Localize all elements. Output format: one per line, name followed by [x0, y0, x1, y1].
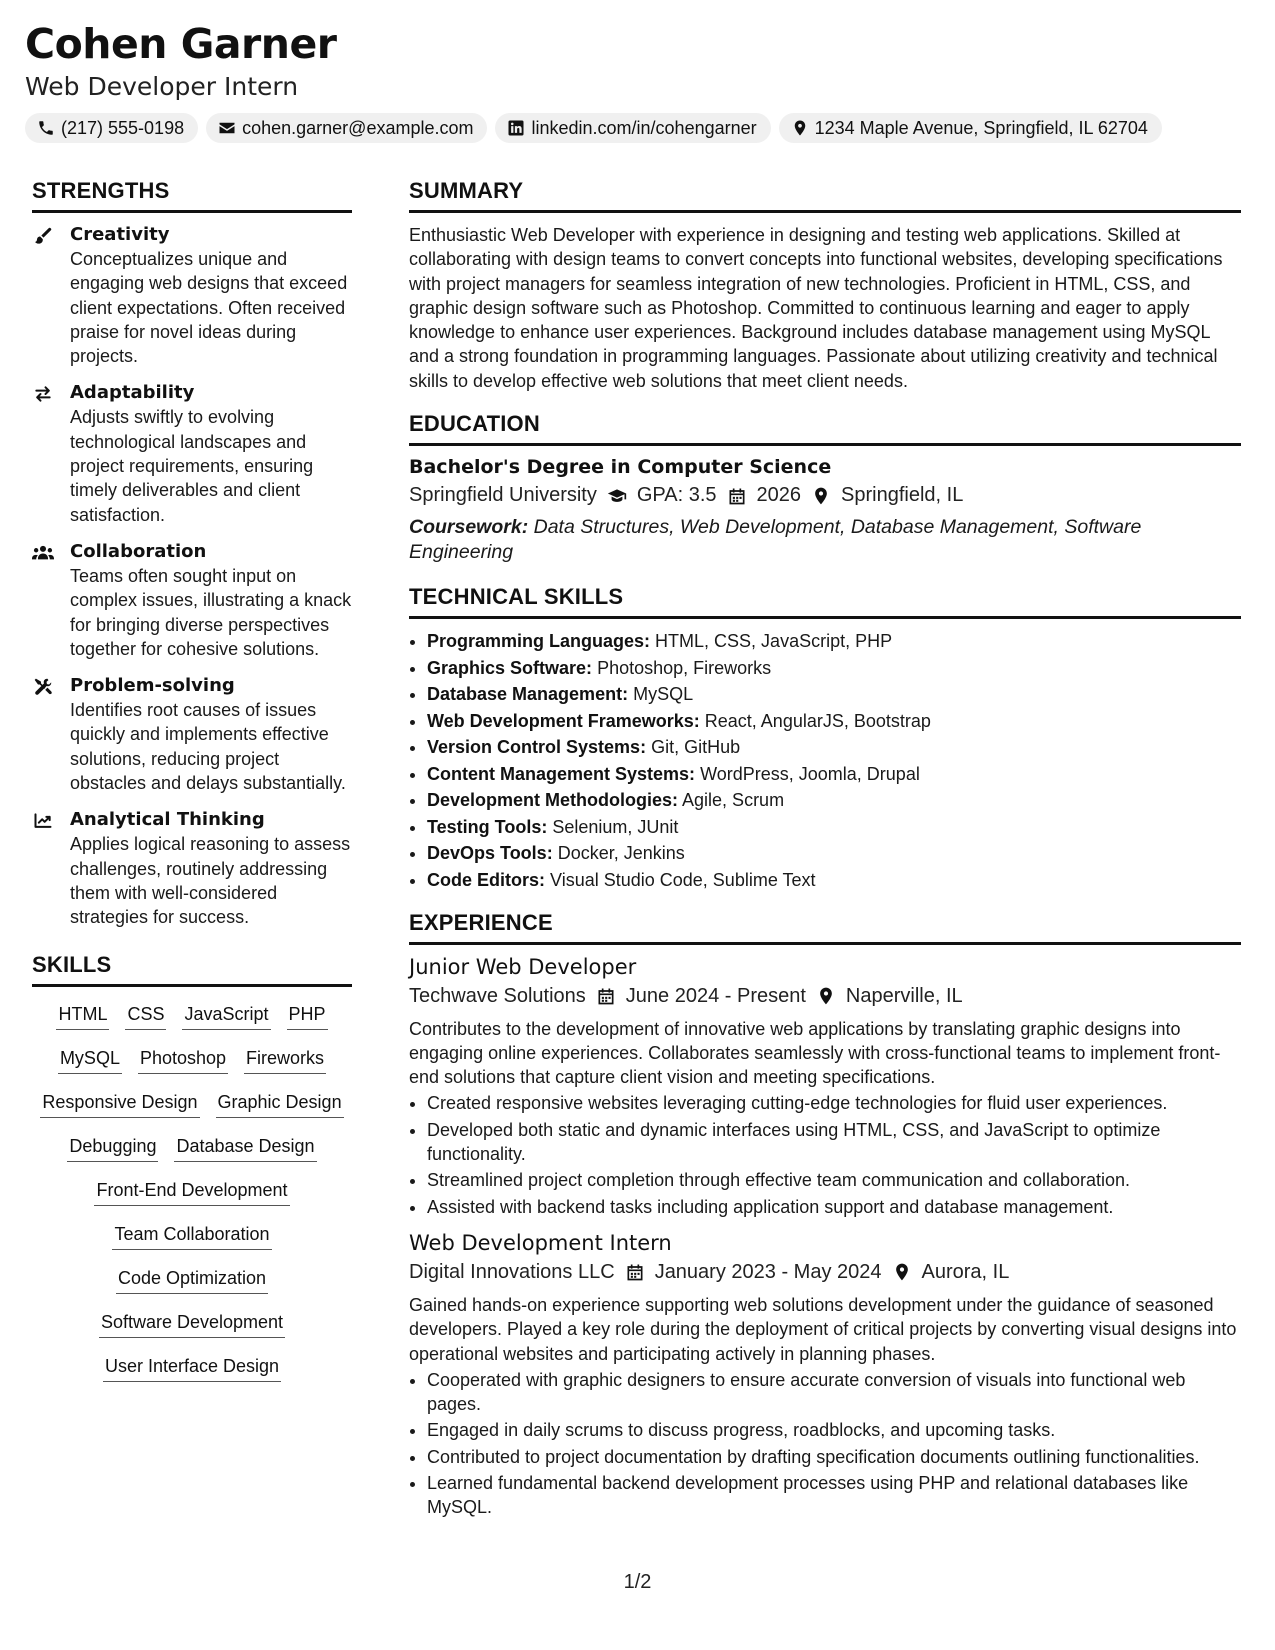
- experience-entry: [409, 955, 1241, 1219]
- strength-item: [32, 223, 352, 368]
- summary-text: Enthusiastic Web Developer with experience in designing and testing web applications. Skilled at collaborating with design teams to convert concepts into functional websites, developing specifications with project managers for seamless integration of new technologies. Proficient in HTML, CSS, and graphic design software such as Photoshop. Committed to continuous learning and eager to apply knowledge to enhance user experiences. Background includes database management using MySQL and a strong foundation in programming languages. Passionate about utilizing creativity and technical skills to develop effective web solutions that meet client needs.: [409, 225, 1223, 391]
- list-item: [427, 656, 1241, 680]
- strength-desc: Teams often sought input on complex issues, illustrating a knack for bringing diverse perspectives together for cohesive solutions.: [70, 565, 352, 659]
- contact-address: [779, 113, 1162, 143]
- job-company: Digital Innovations LLC: [409, 1260, 615, 1283]
- skill-category: DevOps Tools:: [427, 843, 553, 864]
- skill-category: Content Management Systems:: [427, 763, 696, 784]
- skill-tag: Fireworks: [244, 1047, 326, 1074]
- strength-title: Adaptability: [70, 382, 195, 404]
- map-pin-icon: [791, 119, 809, 137]
- users-icon: [32, 543, 54, 563]
- job-title: Web Development Intern: [409, 1230, 672, 1255]
- chart-line-icon: [32, 811, 54, 831]
- strength-title: Creativity: [70, 224, 170, 245]
- strength-item: [32, 808, 352, 929]
- job-location: Aurora, IL: [921, 1260, 1010, 1283]
- skill-tag: Database Design: [174, 1135, 316, 1162]
- job-dates: January 2023 - May 2024: [654, 1260, 882, 1283]
- skill-tag: Graphic Design: [216, 1091, 344, 1118]
- skill-tag: Responsive Design: [40, 1091, 199, 1118]
- skills-heading: SKILLS: [32, 952, 352, 987]
- strength-desc: Identifies root causes of issues quickly and implements effective solutions, reducing project obstacles and delays substantially.: [70, 700, 346, 794]
- strength-title: Analytical Thinking: [70, 809, 265, 831]
- technical-skills-heading: TECHNICAL SKILLS: [409, 584, 1241, 619]
- technical-skills-list: [409, 629, 1241, 892]
- candidate-name: Cohen Garner: [25, 20, 337, 68]
- skill-values: Git, GitHub: [651, 737, 741, 758]
- summary-heading: SUMMARY: [409, 178, 1241, 213]
- skill-category: Version Control Systems:: [427, 737, 647, 758]
- education-heading: EDUCATION: [409, 411, 1241, 446]
- skill-tag: CSS: [125, 1003, 166, 1030]
- list-item: • Cooperated with graphic designers to ensure accurate conversion of visuals into functional web pages.: [427, 1368, 1241, 1416]
- skill-values: WordPress, Joomla, Drupal: [700, 763, 920, 784]
- experience-heading: EXPERIENCE: [409, 910, 1241, 945]
- skill-values: MySQL: [633, 684, 694, 705]
- list-item: [427, 629, 1241, 653]
- skill-category: Database Management:: [427, 684, 629, 705]
- coursework-label: Coursework:: [409, 516, 529, 539]
- coursework-text: Data Structures, Web Development, Database Management, Software Engineering: [409, 516, 1142, 563]
- calendar-icon: [625, 1262, 645, 1282]
- education-coursework: [409, 515, 1241, 564]
- arrows-exchange-icon: [32, 384, 54, 404]
- skill-category: Programming Languages:: [427, 631, 651, 652]
- candidate-role: Web Developer Intern: [25, 72, 299, 101]
- job-description: Contributes to the development of innovative web applications by translating graphic designs into engaging online experiences. Collaborates seamlessly with cross-functional teams to implement front-end solutions that capture client vision and meeting specifications.: [409, 1018, 1221, 1088]
- tools-icon: [32, 677, 54, 697]
- strength-item: [32, 540, 352, 661]
- job-meta: [409, 985, 1241, 1008]
- calendar-icon: [596, 986, 616, 1006]
- skill-values: Agile, Scrum: [682, 790, 785, 811]
- skill-values: Visual Studio Code, Sublime Text: [550, 869, 816, 890]
- list-item: [427, 841, 1241, 865]
- strengths-heading: STRENGTHS: [32, 178, 352, 213]
- job-location: Naperville, IL: [845, 984, 963, 1007]
- list-item: [427, 682, 1241, 706]
- skill-tag: Front-End Development: [94, 1179, 289, 1206]
- contact-email-text: cohen.garner@example.com: [242, 117, 474, 138]
- job-company: Techwave Solutions: [409, 984, 586, 1007]
- skill-values: HTML, CSS, JavaScript, PHP: [655, 631, 893, 652]
- list-item: • Contributed to project documentation by drafting specification documents outlining functionalities.: [427, 1445, 1241, 1469]
- job-bullets: [409, 1091, 1241, 1219]
- right-column: [409, 178, 1241, 1531]
- skill-tag: HTML: [56, 1003, 109, 1030]
- contact-linkedin-text: linkedin.com/in/cohengarner: [531, 117, 757, 138]
- list-item: • Developed both static and dynamic interfaces using HTML, CSS, and JavaScript to optimize functionality.: [427, 1118, 1241, 1166]
- strength-item: [32, 381, 352, 526]
- skill-tag: Photoshop: [138, 1047, 228, 1074]
- list-item: [427, 868, 1241, 892]
- contact-phone-text: (217) 555-0198: [61, 117, 185, 138]
- education-gpa: GPA: 3.5: [636, 484, 717, 507]
- left-column: [32, 178, 352, 1382]
- calendar-icon: [727, 486, 747, 506]
- list-item: [427, 762, 1241, 786]
- strength-desc: Adjusts swiftly to evolving technological landscapes and project requirements, ensuring timely deliverables and client satisfaction.: [70, 407, 314, 525]
- map-pin-icon: [892, 1262, 912, 1282]
- linkedin-icon: [507, 119, 525, 137]
- skill-category: Testing Tools:: [427, 816, 548, 837]
- job-description: Gained hands-on experience supporting web solutions development under the guidance of seasoned developers. Played a key role during the deployment of critical projects by converting visual designs into operational websites and participating actively in planning phases.: [409, 1294, 1237, 1364]
- skill-tag: Code Optimization: [116, 1267, 268, 1294]
- list-item: • Engaged in daily scrums to discuss progress, roadblocks, and upcoming tasks.: [427, 1418, 1241, 1442]
- strength-desc: Conceptualizes unique and engaging web designs that exceed client expectations. Often received praise for novel ideas during projects.: [70, 249, 348, 367]
- skill-category: Development Methodologies:: [427, 790, 679, 811]
- map-pin-icon: [816, 986, 836, 1006]
- list-item: [427, 788, 1241, 812]
- page-number: 1/2: [623, 1571, 652, 1593]
- phone-icon: [37, 119, 55, 137]
- skill-category: Graphics Software:: [427, 657, 593, 678]
- skill-tag: MySQL: [58, 1047, 122, 1074]
- map-pin-icon: [811, 486, 831, 506]
- skill-tag: JavaScript: [182, 1003, 270, 1030]
- contact-linkedin[interactable]: [495, 113, 770, 143]
- skill-tag: PHP: [287, 1003, 328, 1030]
- skill-tag: User Interface Design: [103, 1355, 281, 1382]
- education-degree: Bachelor's Degree in Computer Science: [409, 456, 832, 479]
- list-item: [427, 815, 1241, 839]
- skill-tag: Team Collaboration: [112, 1223, 271, 1250]
- education-location: Springfield, IL: [841, 484, 964, 507]
- education-year: 2026: [756, 484, 802, 507]
- strength-title: Collaboration: [70, 540, 207, 562]
- list-item: [427, 709, 1241, 733]
- education-school: Springfield University: [409, 484, 597, 507]
- skill-tag: Debugging: [67, 1135, 158, 1162]
- contact-address-text: 1234 Maple Avenue, Springfield, IL 62704: [814, 117, 1148, 138]
- contact-bar: [25, 113, 1162, 143]
- graduation-cap-icon: [607, 486, 627, 506]
- experience-entry: [409, 1231, 1241, 1519]
- list-item: • Learned fundamental backend development processes using PHP and relational databases like MySQL.: [427, 1471, 1241, 1519]
- strength-title: Problem-solving: [70, 675, 235, 697]
- skill-values: Photoshop, Fireworks: [597, 657, 772, 678]
- skill-tag: Software Development: [99, 1311, 285, 1338]
- strength-desc: Applies logical reasoning to assess challenges, routinely addressing them with well-considered strategies for success.: [70, 834, 351, 928]
- job-title: Junior Web Developer: [409, 954, 637, 979]
- list-item: [427, 735, 1241, 759]
- list-item: • Created responsive websites leveraging cutting-edge technologies for fluid user experiences.: [427, 1091, 1241, 1115]
- contact-email[interactable]: [206, 113, 487, 143]
- skill-values: Docker, Jenkins: [557, 843, 685, 864]
- contact-phone[interactable]: [25, 113, 198, 143]
- list-item: • Assisted with backend tasks including application support and database management.: [427, 1195, 1241, 1219]
- education-meta: [409, 484, 1241, 507]
- job-dates: June 2024 - Present: [625, 984, 806, 1007]
- skill-values: React, AngularJS, Bootstrap: [704, 710, 931, 731]
- job-bullets: [409, 1368, 1241, 1520]
- strength-item: [32, 674, 352, 795]
- envelope-icon: [218, 119, 236, 137]
- paintbrush-icon: [32, 226, 54, 246]
- skill-category: Web Development Frameworks:: [427, 710, 700, 731]
- skills-cloud: [32, 1003, 352, 1382]
- skill-category: Code Editors:: [427, 869, 546, 890]
- list-item: • Streamlined project completion through effective team communication and collaboration.: [427, 1168, 1241, 1192]
- job-meta: [409, 1261, 1241, 1284]
- skill-values: Selenium, JUnit: [552, 816, 679, 837]
